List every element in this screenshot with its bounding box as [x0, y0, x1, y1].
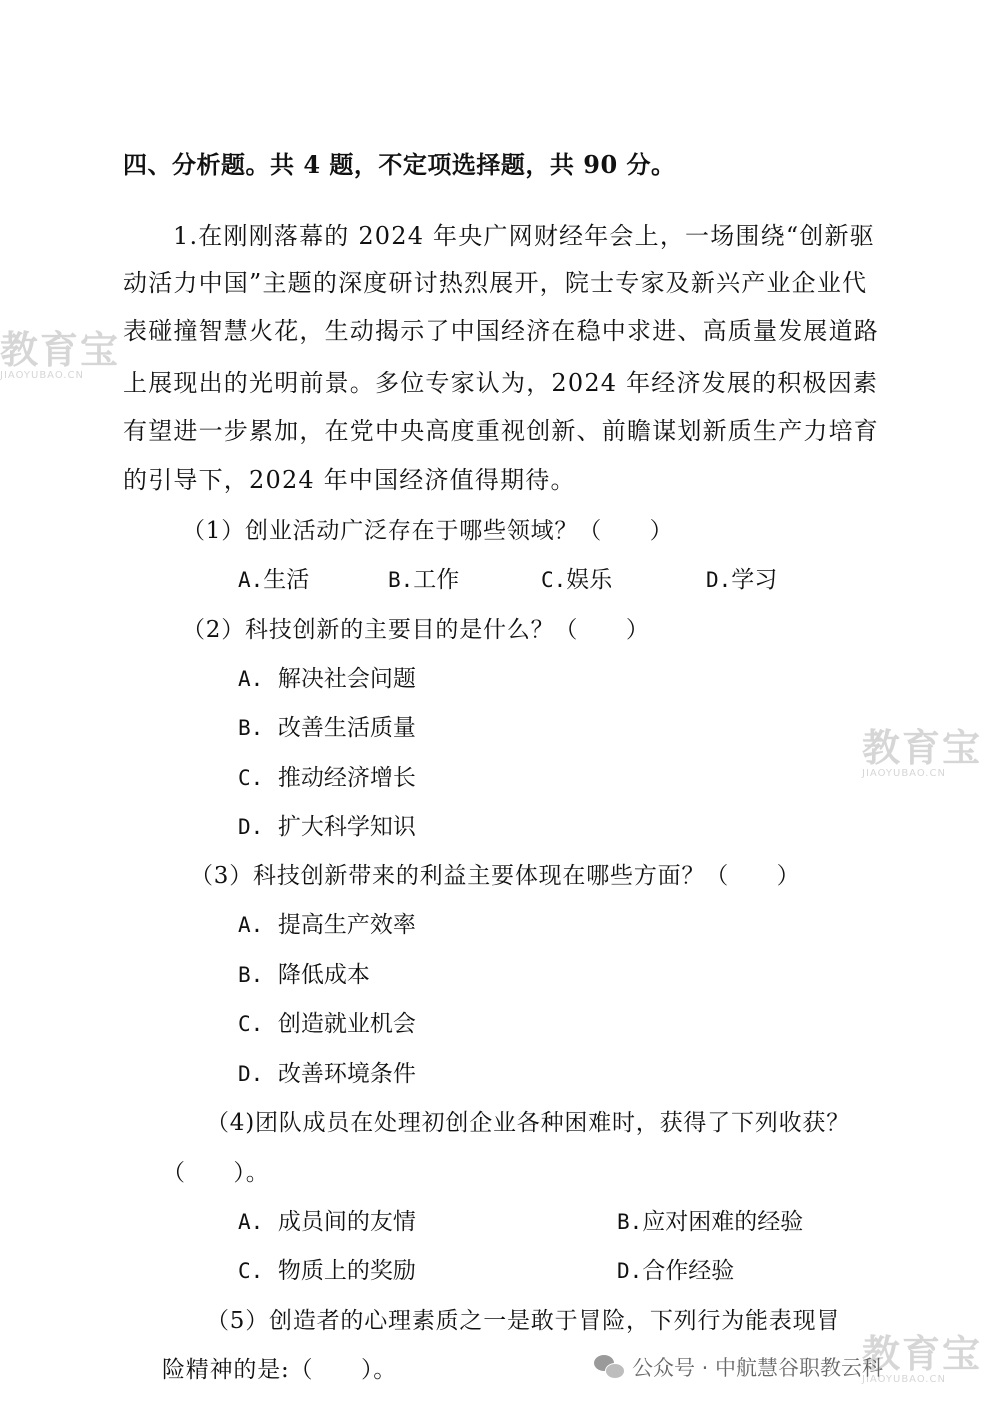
passage-line: 表碰撞智慧火花，生动揭示了中国经济在稳中求进、高质量发展道路: [123, 317, 879, 345]
option-text: 合作经验: [642, 1258, 735, 1284]
option-text: 学习: [731, 567, 778, 593]
option-letter: B.: [238, 963, 264, 987]
watermark-domain: JIAOYUBAO.CN: [862, 768, 946, 779]
option-letter: B.: [617, 1210, 643, 1234]
option-text: 降低成本: [277, 962, 370, 988]
question-stem-continued: 险精神的是:（ ）。: [162, 1357, 398, 1383]
option-b: [238, 709, 416, 742]
option-text: 生活: [263, 567, 310, 593]
section-heading: 四、分析题。共 4 题，不定项选择题，共 90 分。: [123, 150, 676, 179]
option-text: 娱乐: [566, 567, 613, 593]
option-letter: B.: [238, 716, 264, 740]
option-a: [238, 561, 309, 594]
watermark-logo: [0, 330, 120, 382]
option-text: 应对困难的经验: [642, 1209, 804, 1235]
option-letter: A.: [238, 568, 264, 592]
option-text: 工作: [413, 567, 460, 593]
option-letter: D.: [238, 815, 264, 839]
option-a: [238, 1203, 416, 1236]
option-d: [617, 1252, 734, 1285]
option-letter: A.: [238, 913, 264, 937]
option-text: 解决社会问题: [277, 666, 416, 692]
option-letter: A.: [238, 1210, 264, 1234]
question-stem: （5）创造者的心理素质之一是敢于冒险，下列行为能表现冒: [206, 1308, 841, 1334]
option-letter: C.: [238, 1259, 264, 1283]
option-b: [238, 956, 370, 989]
option-text: 创造就业机会: [277, 1011, 416, 1037]
question-stem-continued: （ ）。: [162, 1160, 270, 1186]
option-a: [238, 660, 416, 693]
option-text: 改善生活质量: [277, 715, 416, 741]
wechat-icon: [594, 1355, 624, 1379]
option-a: [238, 906, 416, 939]
option-text: 提高生产效率: [277, 912, 416, 938]
option-letter: C.: [541, 568, 567, 592]
option-text: 推动经济增长: [277, 765, 416, 791]
footer-account: [594, 1352, 883, 1382]
option-letter: C.: [238, 1012, 264, 1036]
passage-line: 的引导下，2024 年中国经济值得期待。: [123, 466, 576, 494]
question-stem: （2）科技创新的主要目的是什么？（ ）: [182, 617, 650, 643]
passage-line: 上展现出的光明前景。多位专家认为，2024 年经济发展的积极因素: [123, 369, 879, 397]
option-letter: D.: [706, 568, 732, 592]
question-stem: （3）科技创新带来的利益主要体现在哪些方面？（ ）: [190, 863, 801, 889]
option-d: [706, 561, 777, 594]
watermark-brand: 教育宝: [862, 1332, 983, 1376]
option-letter: D.: [238, 1062, 264, 1086]
option-letter: D.: [617, 1259, 643, 1283]
option-b: [617, 1203, 803, 1236]
option-d: [238, 1055, 416, 1088]
option-letter: B.: [388, 568, 414, 592]
option-letter: C.: [238, 766, 264, 790]
option-b: [388, 561, 459, 594]
footer-text: 公众号 · 中航慧谷职教云科: [632, 1356, 884, 1380]
option-c: [238, 759, 416, 792]
passage-line: 有望进一步累加，在党中央高度重视创新、前瞻谋划新质生产力培育: [123, 417, 879, 445]
question-stem: （4)团队成员在处理初创企业各种困难时，获得了下列收获？: [206, 1110, 851, 1136]
option-letter: A.: [238, 667, 264, 691]
option-text: 物质上的奖励: [277, 1258, 416, 1284]
option-c: [541, 561, 612, 594]
watermark-domain: JIAOYUBAO.CN: [862, 1374, 946, 1385]
watermark-brand: 教育宝: [862, 726, 983, 770]
question-stem: （1）创业活动广泛存在于哪些领域？（ ）: [182, 518, 674, 544]
watermark-brand: 教育宝: [0, 328, 121, 372]
option-text: 改善环境条件: [277, 1061, 416, 1087]
option-text: 成员间的友情: [277, 1209, 416, 1235]
passage-line: 动活力中国”主题的深度研讨热烈展开，院士专家及新兴产业企业代: [123, 269, 868, 297]
option-c: [238, 1005, 416, 1038]
passage-line: 1.在刚刚落幕的 2024 年央广网财经年会上，一场围绕“创新驱: [173, 222, 875, 250]
watermark-logo: [862, 728, 982, 780]
option-c: [238, 1252, 416, 1285]
option-d: [238, 808, 416, 841]
watermark-domain: JIAOYUBAO.CN: [0, 370, 84, 381]
option-text: 扩大科学知识: [277, 814, 416, 840]
